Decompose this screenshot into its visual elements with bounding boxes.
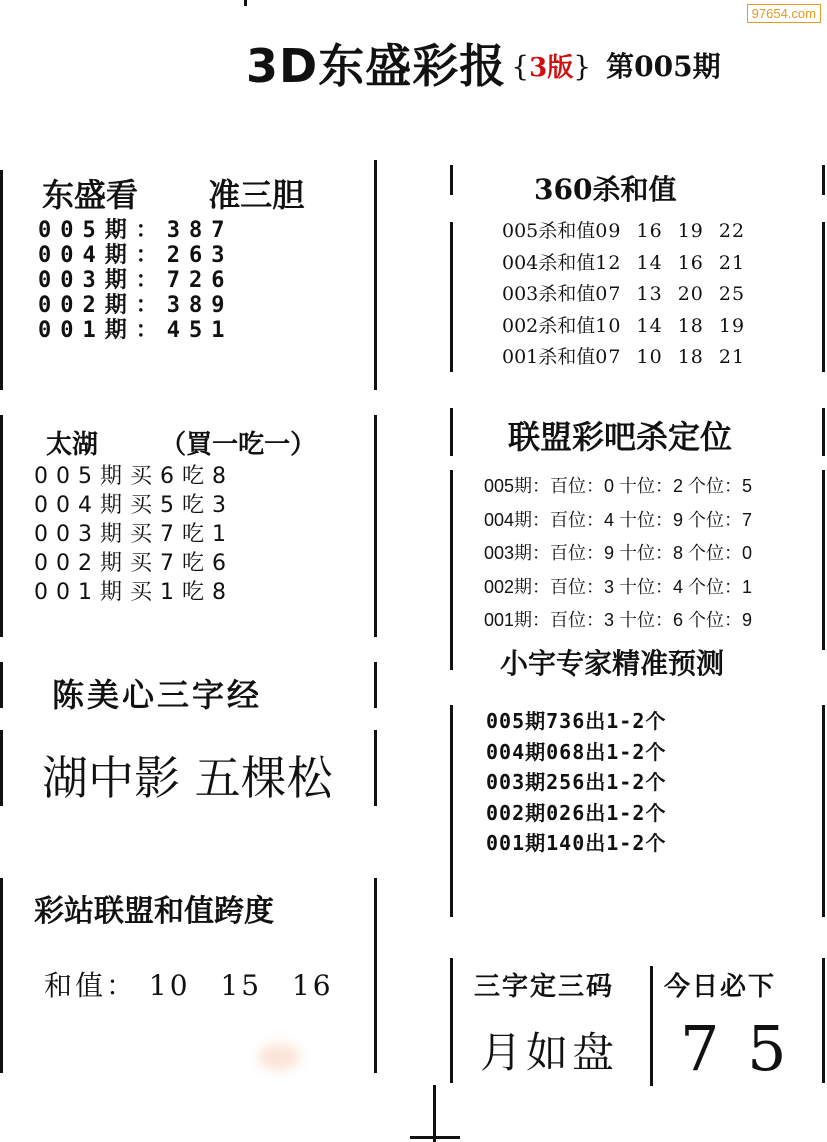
list-item: 003期买7吃1 xyxy=(34,522,234,547)
divider xyxy=(822,705,825,917)
today-value: 7 5 xyxy=(680,1012,791,1085)
divider xyxy=(410,1136,460,1139)
kill-label: 002杀和值 xyxy=(502,314,596,337)
divider xyxy=(822,165,825,195)
divider xyxy=(0,730,3,806)
divider xyxy=(822,958,825,1083)
list-item: 002期：百位：3 十位：4 个位：1 xyxy=(484,576,753,597)
lianmeng-list xyxy=(484,470,752,638)
smudge xyxy=(258,1044,300,1070)
divider xyxy=(822,470,825,650)
list-item: 005期：百位：0 十位：2 个位：5 xyxy=(484,476,753,496)
taihu-heading-right: （買一吃一） xyxy=(160,430,317,460)
caizhan-label: 和值： xyxy=(44,969,138,1002)
chenmeixin-text: 湖中影 五棵松 xyxy=(42,751,333,805)
list-item: 001期：百位：3 十位：6 个位：9 xyxy=(484,610,753,630)
divider xyxy=(450,470,453,670)
kill-numbers: 07 13 20 25 xyxy=(595,283,746,305)
divider xyxy=(822,408,825,456)
list-item: 005期买6吃8 xyxy=(34,464,234,489)
edition-badge: 3版 xyxy=(529,53,574,83)
kill-label: 005杀和值 xyxy=(502,220,596,242)
divider xyxy=(374,730,377,806)
kill-label: 001杀和值 xyxy=(502,346,596,368)
divider xyxy=(0,662,3,708)
divider xyxy=(0,415,3,637)
divider xyxy=(374,415,377,637)
brace-open: { xyxy=(511,50,530,83)
dongsheng-list xyxy=(38,218,233,343)
dongsheng-heading-right: 准三胆 xyxy=(208,176,305,214)
divider xyxy=(244,0,247,6)
list-item: 003期256出1-2个 xyxy=(486,770,667,794)
kill-label: 003杀和值 xyxy=(502,283,596,305)
divider xyxy=(374,160,377,390)
xiaozi-list xyxy=(486,706,666,859)
chenmeixin-heading: 陈美心三字经 xyxy=(52,676,263,714)
lianmeng-heading: 联盟彩吧杀定位 xyxy=(508,418,733,456)
kill-numbers: 09 16 19 22 xyxy=(595,220,746,242)
list-item: 004期068出1-2个 xyxy=(486,739,667,764)
list-item xyxy=(502,342,745,374)
issue-number: 第005期 xyxy=(606,50,721,83)
list-item: 004期：百位：4 十位：9 个位：7 xyxy=(484,509,753,530)
list-item xyxy=(502,216,745,248)
brace-close: } xyxy=(573,50,592,83)
list-item: 001期：451 xyxy=(38,318,234,343)
kill-numbers: 10 14 18 19 xyxy=(595,314,746,337)
list-item: 003期：726 xyxy=(38,268,234,293)
kill360-heading: 360杀和值 xyxy=(534,173,677,206)
list-item: 005期：387 xyxy=(38,218,234,243)
dongsheng-heading xyxy=(42,170,304,216)
kill-numbers: 12 14 16 21 xyxy=(595,251,746,274)
caizhan-line xyxy=(44,964,334,1004)
caizhan-values: 10 15 16 xyxy=(148,969,334,1002)
sanzi-heading: 三字定三码 xyxy=(474,972,615,1002)
kill360-list xyxy=(502,216,745,374)
divider xyxy=(0,170,3,390)
list-item: 002期：389 xyxy=(38,293,234,318)
divider xyxy=(450,408,453,456)
title-text: 3D东盛彩报 xyxy=(246,39,507,93)
xiaozi-heading: 小宇专家精准预测 xyxy=(500,647,725,680)
divider xyxy=(450,222,453,372)
divider xyxy=(374,878,377,1073)
page-title xyxy=(246,30,721,96)
divider xyxy=(433,1085,436,1142)
list-item: 001期140出1-2个 xyxy=(486,831,667,855)
divider xyxy=(650,966,653,1086)
sanzi-text: 月如盘 xyxy=(480,1028,619,1077)
divider xyxy=(450,958,453,1083)
today-heading: 今日必下 xyxy=(664,972,777,1002)
list-item: 003期：百位：9 十位：8 个位：0 xyxy=(484,543,753,563)
list-item: 004期：263 xyxy=(38,243,234,268)
list-item xyxy=(502,248,745,280)
site-watermark: 97654.com xyxy=(747,4,821,23)
caizhan-heading: 彩站联盟和值跨度 xyxy=(34,894,274,929)
taihu-heading-left: 太湖 xyxy=(46,430,99,460)
taihu-list xyxy=(34,462,234,607)
list-item: 002期026出1-2个 xyxy=(486,800,667,825)
divider xyxy=(0,878,3,1073)
divider xyxy=(374,662,377,708)
kill-label: 004杀和值 xyxy=(502,251,596,274)
divider xyxy=(822,222,825,372)
kill-numbers: 07 10 18 21 xyxy=(595,346,746,368)
taihu-heading xyxy=(46,424,316,461)
list-item: 002期买7吃6 xyxy=(34,551,234,576)
list-item xyxy=(502,279,745,311)
list-item: 001期买1吃8 xyxy=(34,580,234,605)
divider xyxy=(450,165,453,195)
list-item: 004期买5吃3 xyxy=(34,493,234,518)
dongsheng-heading-left: 东盛看 xyxy=(42,176,139,214)
divider xyxy=(450,705,453,917)
list-item xyxy=(502,311,745,343)
list-item: 005期736出1-2个 xyxy=(486,709,667,733)
